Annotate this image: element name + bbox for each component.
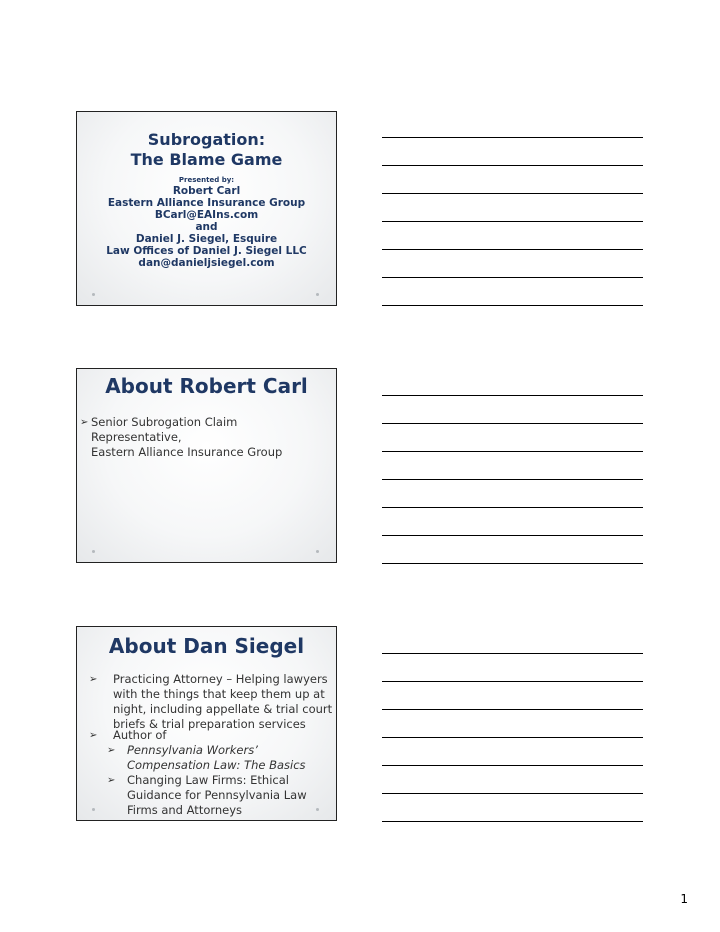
presenter-line: Law Offices of Daniel J. Siegel LLC [106, 245, 307, 257]
slide-1 [76, 111, 337, 306]
slide-dot [316, 293, 319, 296]
presenter-line: Daniel J. Siegel, Esquire [135, 233, 278, 245]
sub-bullet-arrow-icon: ➢ [107, 745, 116, 756]
page-number: 1 [680, 892, 688, 906]
presenter-line: Eastern Alliance Insurance Group [107, 197, 306, 209]
presenter-email: BCarl@EAIns.com [154, 209, 259, 221]
bullet-arrow-icon: ➢ [80, 417, 89, 428]
slide-2-title: About Robert Carl [105, 374, 308, 398]
presenter-line: Robert Carl [172, 185, 241, 197]
slide-dot [316, 808, 319, 811]
slide-dot [316, 550, 319, 553]
sub-bullet-text-line: Changing Law Firms: Ethical [127, 773, 289, 787]
slide-3-title: About Dan Siegel [108, 634, 305, 658]
slide-1-title-line-2: The Blame Game [130, 150, 283, 169]
bullet-arrow-icon: ➢ [89, 730, 98, 741]
bullet-text-line: Practicing Attorney – Helping lawyers [113, 672, 328, 686]
bullet-text-line: briefs & trial preparation services [113, 717, 306, 731]
bullet-text-line: Representative, [91, 430, 182, 444]
slide-dot [92, 293, 95, 296]
slide-dot [92, 808, 95, 811]
bullet-text-line: with the things that keep them up at [113, 687, 325, 701]
sub-bullet-text-line: Compensation Law: The Basics [127, 758, 306, 772]
slide-2 [76, 368, 337, 563]
bullet-text-line: Senior Subrogation Claim [91, 415, 238, 429]
presented-by-label: Presented by: [178, 176, 235, 184]
sub-bullet-text-line: Pennsylvania Workers’ [127, 743, 258, 757]
bullet-text-line: Eastern Alliance Insurance Group [91, 445, 283, 459]
slide-3 [76, 626, 337, 821]
sub-bullet-arrow-icon: ➢ [107, 775, 116, 786]
bullet-text-line: Author of [113, 728, 167, 742]
sub-bullet-text-line: Guidance for Pennsylvania Law [127, 788, 307, 802]
presenter-email: dan@danieljsiegel.com [138, 257, 275, 269]
bullet-text-line: night, including appellate & trial court [113, 702, 333, 716]
presenter-line: and [195, 221, 218, 233]
slide-1-title-line-1: Subrogation: [147, 130, 266, 149]
bullet-arrow-icon: ➢ [89, 674, 98, 685]
slide-dot [92, 550, 95, 553]
sub-bullet-text-line: Firms and Attorneys [127, 803, 243, 817]
